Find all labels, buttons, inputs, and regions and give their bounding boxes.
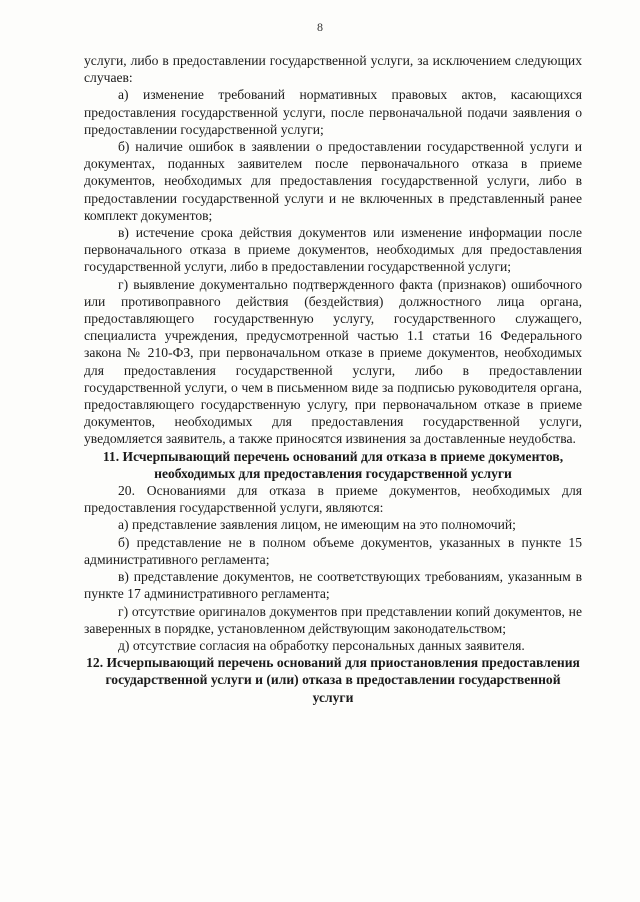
intro-item-b: б) наличие ошибок в заявлении о предоставлении государственной услуги и документах, поданных заявителем после первоначального отказа в приеме документов, необходимых для предоставления государственной услуги, либо в предоставлении государственной услуги и не включенных в представленный ранее комплект документов;	[84, 139, 582, 223]
section-11-item-g: г) отсутствие оригиналов документов при представлении копий документов, не заверенных в порядке, установленном действующим законодательством;	[84, 603, 582, 636]
page-content	[84, 52, 582, 706]
intro-item-a: а) изменение требований нормативных правовых актов, касающихся предоставления государственной услуги, после первоначальной подачи заявления о предоставлении государственной услуги;	[84, 87, 582, 137]
section-11-item-v: в) представление документов, не соответствующих требованиям, указанным в пункте 17 административного регламента;	[84, 569, 582, 602]
page-number: 8	[317, 20, 323, 34]
section-11-paragraph-20: 20. Основаниями для отказа в приеме документов, необходимых для предоставления государственной услуги, являются:	[84, 483, 582, 516]
intro-paragraph-continuation: услуги, либо в предоставлении государственной услуги, за исключением следующих случаев:	[84, 53, 582, 86]
section-11-title: 11. Исчерпывающий перечень оснований для отказа в приеме документов, необходимых для предоставления государственной услуги	[102, 448, 564, 481]
intro-item-v: в) истечение срока действия документов или изменение информации после первоначального отказа в приеме документов, необходимых для предоставления государственной услуги, либо в предоставлении государственной услуги;	[84, 225, 582, 275]
section-11-item-b: б) представление не в полном объеме документов, указанных в пункте 15 административного регламента;	[84, 534, 582, 567]
section-11-item-d: д) отсутствие согласия на обработку персональных данных заявителя.	[118, 637, 525, 653]
section-11-item-a: а) представление заявления лицом, не имеющим на это полномочий;	[118, 517, 516, 533]
intro-item-g: г) выявление документально подтвержденного факта (признаков) ошибочного или противоправного действия (бездействия) должностного лица органа, предоставляющего государственную услугу, государственного служащего, специалиста учреждения, предусмотренной частью 1.1 статьи 16 Федерального закона № 210-ФЗ, при первоначальном отказе в приеме документов, необходимых для предоставления государственной услуги, либо в предоставлении государственной услуги, о чем в письменном виде за подписью руководителя органа, предоставляющего государственную услугу, при первоначальном отказе в приеме документов, необходимых для предоставления государственной услуги, уведомляется заявитель, а также приносятся извинения за доставленные неудобства.	[84, 276, 582, 447]
section-12-title: 12. Исчерпывающий перечень оснований для приостановления предоставления государственной услуги и (или) отказа в предоставлении государственной услуги	[86, 655, 580, 705]
